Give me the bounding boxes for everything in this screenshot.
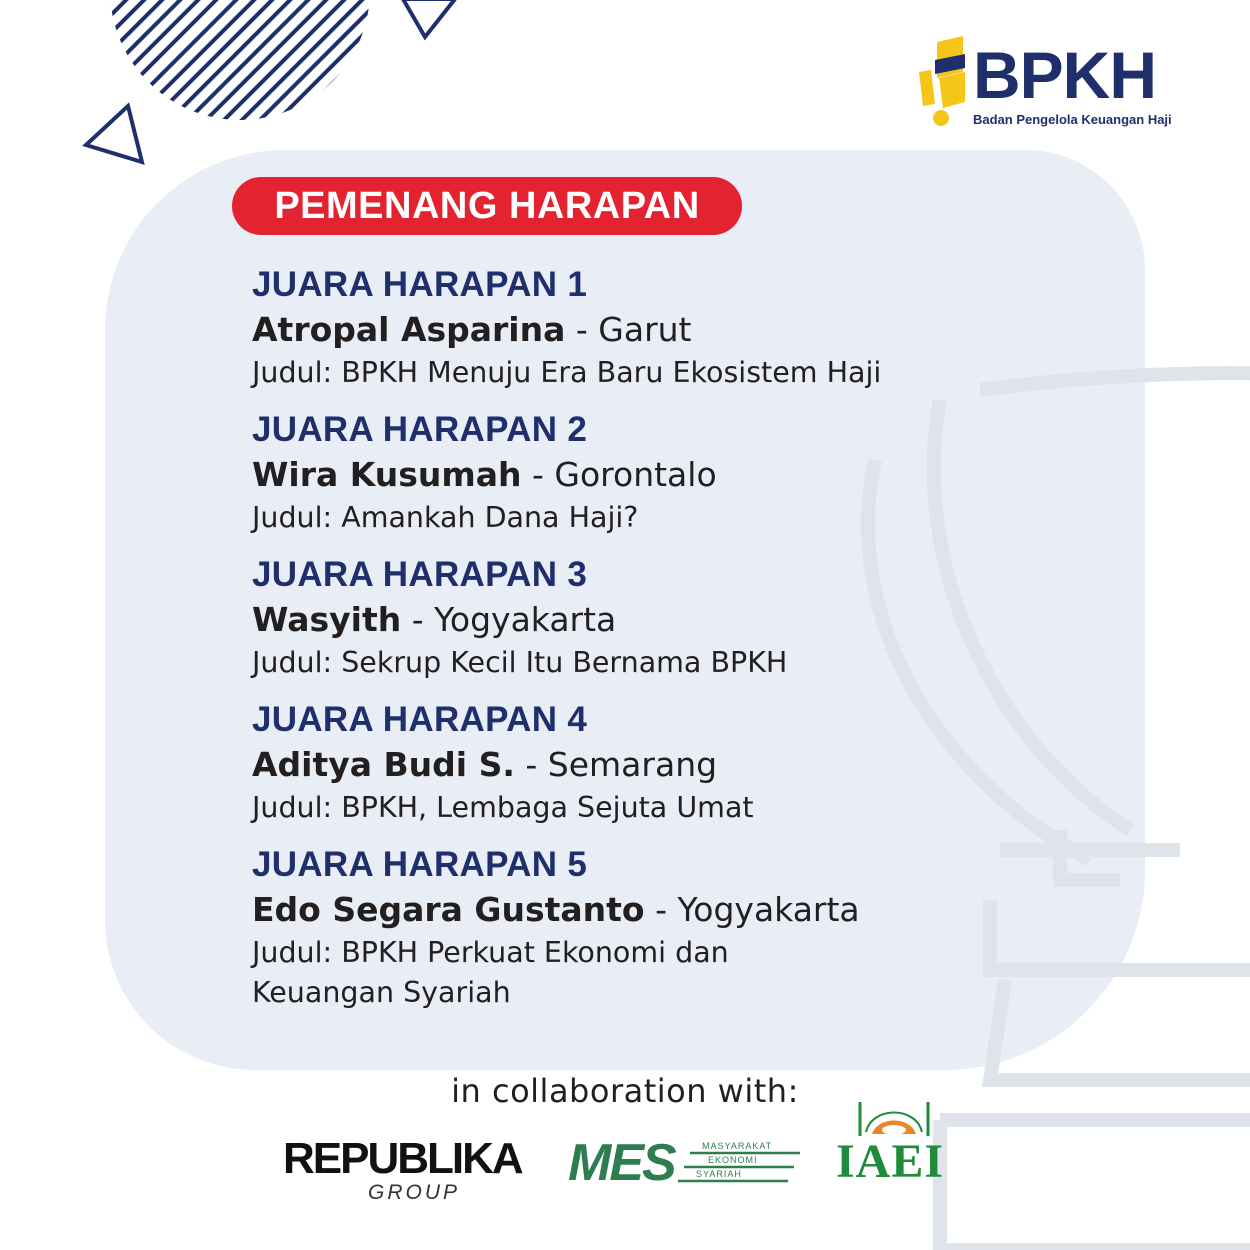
winner-title: Judul: BPKH, Lembaga Sejuta Umat bbox=[252, 791, 754, 824]
winner-name-line bbox=[252, 887, 1012, 933]
winner-name-line bbox=[252, 307, 1012, 353]
winner-name: Wira Kusumah bbox=[252, 455, 522, 494]
iaei-logo bbox=[832, 1092, 962, 1192]
brand-name: BPKH bbox=[973, 38, 1157, 112]
winner-item bbox=[252, 408, 1012, 538]
winner-rank: JUARA HARAPAN 1 bbox=[252, 265, 588, 304]
mes-line2: EKONOMI bbox=[708, 1155, 758, 1165]
winner-item bbox=[252, 553, 1012, 683]
winner-city: - Gorontalo bbox=[532, 455, 717, 494]
winner-name-line bbox=[252, 742, 1012, 788]
republika-sub: GROUP bbox=[368, 1181, 461, 1204]
winner-rank: JUARA HARAPAN 5 bbox=[252, 845, 588, 884]
winner-title: Judul: BPKH Perkuat Ekonomi dan bbox=[252, 936, 729, 969]
mes-line3: SYARIAH bbox=[696, 1169, 742, 1179]
winner-item bbox=[252, 843, 1012, 1013]
winner-title: Judul: Sekrup Kecil Itu Bernama BPKH bbox=[252, 646, 788, 679]
mes-line1: MASYARAKAT bbox=[702, 1141, 773, 1151]
winners-list bbox=[252, 263, 1012, 1028]
winner-name: Edo Segara Gustanto bbox=[252, 890, 645, 929]
collaboration-label: in collaboration with: bbox=[451, 1072, 799, 1110]
winner-name-line bbox=[252, 597, 1012, 643]
iaei-name: IAEI bbox=[836, 1135, 945, 1188]
winner-rank: JUARA HARAPAN 3 bbox=[252, 555, 588, 594]
winner-city: - Yogyakarta bbox=[411, 600, 617, 639]
winner-city: - Garut bbox=[575, 310, 692, 349]
winner-name: Wasyith bbox=[252, 600, 402, 639]
republika-logo bbox=[283, 1134, 543, 1204]
winner-title: Judul: Amankah Dana Haji? bbox=[252, 501, 639, 534]
winner-title-line2: Keuangan Syariah bbox=[252, 976, 511, 1009]
winner-rank: JUARA HARAPAN 2 bbox=[252, 410, 588, 449]
bpkh-logo bbox=[915, 32, 1215, 132]
triangle-decor bbox=[80, 100, 150, 170]
winner-item bbox=[252, 698, 1012, 828]
winner-title: Judul: BPKH Menuju Era Baru Ekosistem Haji bbox=[252, 356, 882, 389]
winner-rank: JUARA HARAPAN 4 bbox=[252, 700, 588, 739]
brand-tagline: Badan Pengelola Keuangan Haji bbox=[973, 112, 1172, 127]
mes-logo bbox=[568, 1135, 808, 1195]
republika-name: REPUBLIKA bbox=[283, 1134, 522, 1183]
section-badge: PEMENANG HARAPAN bbox=[232, 177, 742, 235]
winner-name: Aditya Budi S. bbox=[252, 745, 515, 784]
winner-city: - Yogyakarta bbox=[655, 890, 860, 929]
winner-city: - Semarang bbox=[525, 745, 718, 784]
winner-name-line bbox=[252, 452, 1012, 498]
bpkh-logo-mark bbox=[915, 32, 975, 132]
triangle-decor bbox=[395, 0, 465, 45]
winner-name: Atropal Asparina bbox=[252, 310, 566, 349]
mes-name: MES bbox=[568, 1134, 675, 1192]
winner-item bbox=[252, 263, 1012, 393]
